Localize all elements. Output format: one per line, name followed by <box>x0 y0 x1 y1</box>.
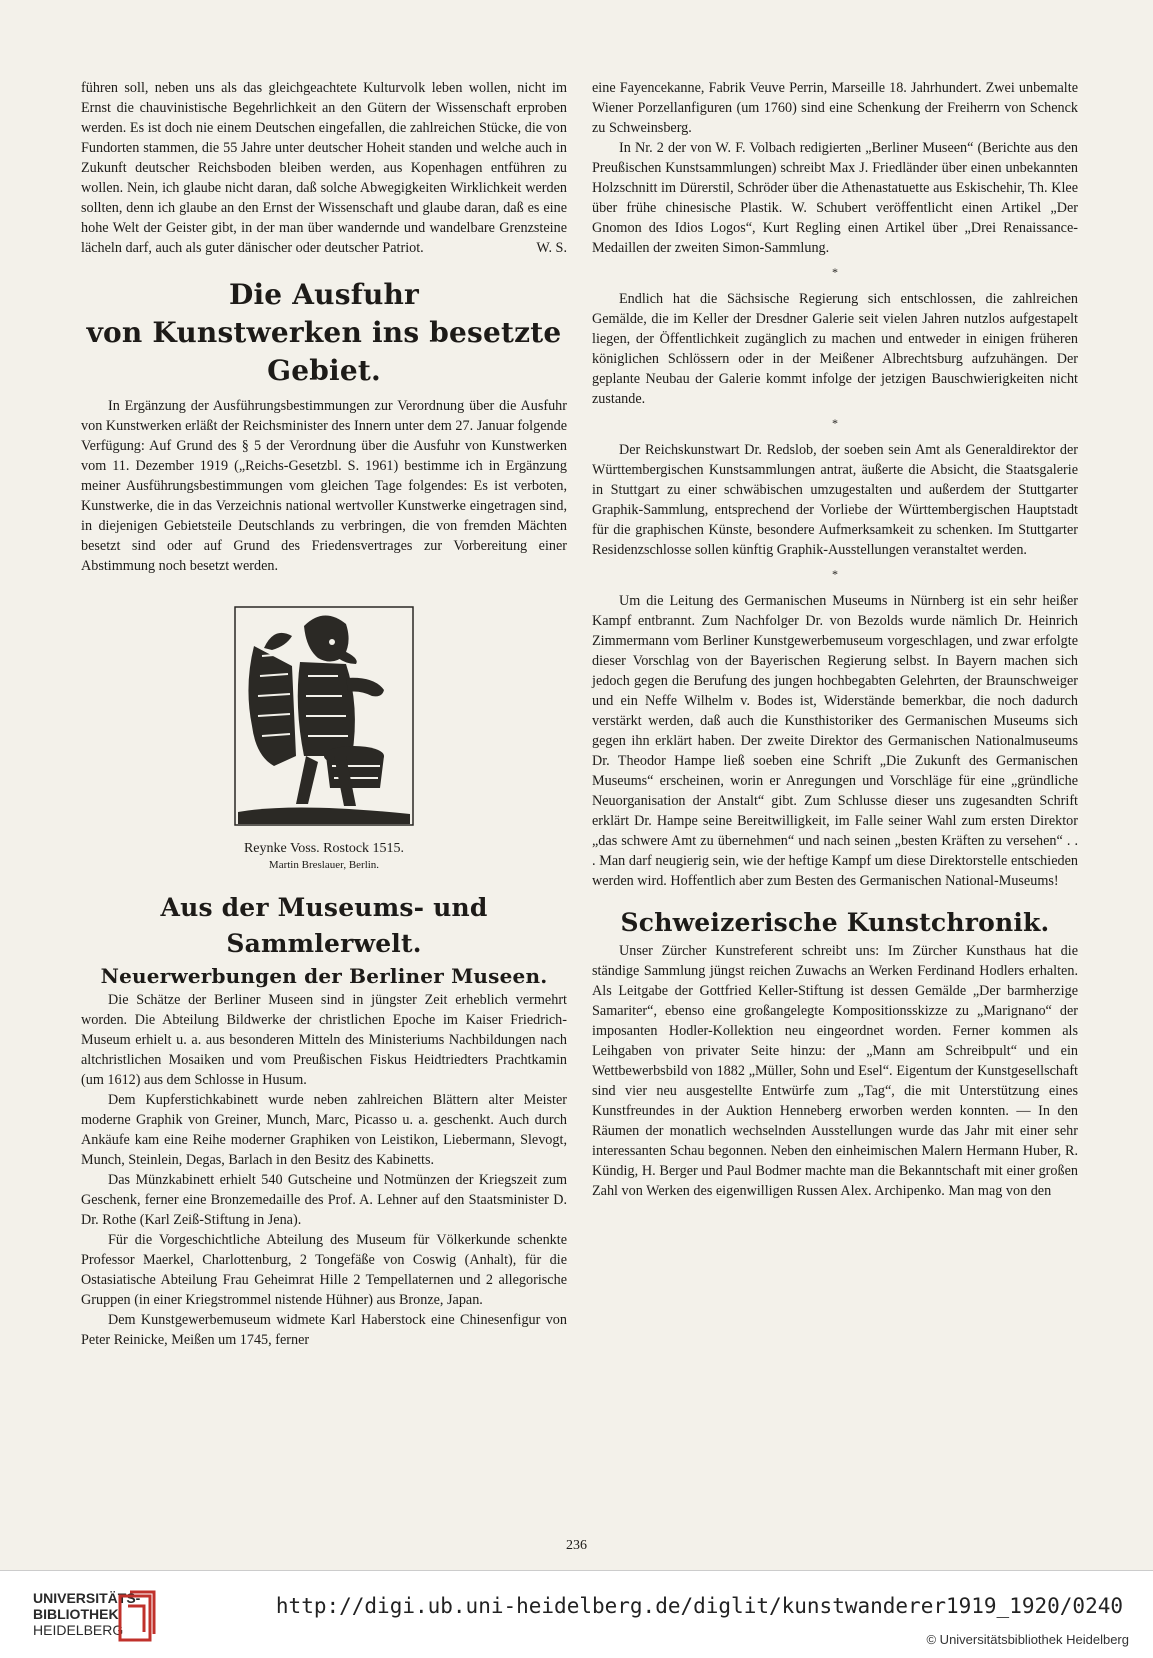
logo-line: UNIVERSITÄTS- <box>33 1590 141 1606</box>
woodcut-figure <box>81 606 567 872</box>
paragraph: Die Schätze der Berliner Museen sind in jüngster Zeit erheblich vermehrt worden. Die Abteilung Bildwerke der christlichen Epoche im Kaiser Friedrich-Museum erhielt u. a. aus besonderen Mitteln des Ministeriums Nachbildungen nach altchristlichen Mosaiken und vom Preußischen Fiskus Heidtriedters Prachtkamin (um 1612) aus dem Schlosse in Husum. <box>81 992 567 1088</box>
logo-line: HEIDELBERG <box>33 1622 124 1638</box>
section-heading: Aus der Museums- und Sammlerwelt. <box>160 893 488 958</box>
paragraph: Unser Zürcher Kunstreferent schreibt uns: Im Zürcher Kunsthaus hat die ständige Sammlung jüngst reichen Zuwachs an Werken Ferdinand Hodlers erhalten. Als Leitgabe der Gottfried Keller-Stiftung ist dessen Gemälde „Der barmherzige Samariter“, ebenso eine großangelegte Kompositionsskizze zu „Marignano“ der imposanten Hodler-Kollektion neu eingeordnet worden. Ferner kommen als Leihgaben von privater Seite hinzu: der „Mann am Schreibpult“ und ein Wettbewerbsbild von 1882 „Müller, Sohn und Esel“. Eigentum der Kunstgesellschaft sind vier neu ausgestellte Entwürfe zum „Tag“, die mit Unterstützung eines Kunstfreundes in der Auktion Henneberg erworben werden konnten. — In den Räumen der monatlich wechselnden Ausstellungen wurde das Jahr mit einer sehr interessanten Schau begonnen. Neben den einheimischen Malern Hermann Huber, R. Kündig, H. Berger und Paul Bodmer machte man die Bekanntschaft mit einer großen Zahl von Werken des eigenwilligen Russen Alex. Archipenko. Man mag von den <box>592 943 1078 1199</box>
paragraph: führen soll, neben uns als das gleichgeachtete Kulturvolk leben wollen, nicht im Ernst die chauvinistische Begehrlichkeit an den Gütern der Wissenschaft erproben werden. Es ist doch nie einem Deutschen eingefallen, die zahlreichen Stücke, die von Fundorten stammen, die 55 Jahre unter deutscher Hoheit standen und welche auch in Zukunft deutscher Reichsboden bleiben werden, aus Kopenhagen entführen zu wollen. Nein, ich glaube nicht daran, daß solche Abwegigkeiten Wirklichkeit werden sollten, denn ich glaube an den Ernst der Wissenschaft und glaube daran, daß es eine hohe Welt der Geister gibt, in der man über wandernde und wandelbare Grenzsteine lächeln darf, auch als guter dänischer oder deutscher Patriot. W. S. <box>81 80 567 256</box>
right-column <box>592 78 1078 1201</box>
paragraph: Das Münzkabinett erhielt 540 Gutscheine und Notmünzen der Kriegszeit zum Geschenk, ferner eine Bronzemedaille des Prof. A. Lehner auf den Staatsminister D. Dr. Rothe (Karl Zeiß-Stiftung in Jena). <box>81 1172 567 1228</box>
section-separator: * <box>832 265 838 279</box>
section-heading: Schweizerische Kunstchronik. <box>620 908 1050 937</box>
section-separator: * <box>832 567 838 581</box>
page-number: 236 <box>566 1538 587 1553</box>
woodcut-fox-illustration <box>234 606 414 826</box>
article-heading-line2: von Kunstwerken ins besetzte Gebiet. <box>86 316 562 387</box>
paragraph: In Ergänzung der Ausführungsbestimmungen zur Verordnung über die Ausfuhr von Kunstwerken erläßt der Reichsminister des Innern unter dem 27. Januar folgende Verfügung: Auf Grund des § 5 der Verordnung über die Ausfuhr von Kunstwerken vom 11. Dezember 1919 („Reichs-Gesetzbl. S. 1961) bestimme ich in Ergänzung meiner Ausführungsbestimmungen vom gleichen Tage folgendes: Es ist verboten, Kunstwerke, die in das Verzeichnis national wertvoller Kunstwerke eingetragen sind, in diejenigen Gebietsteile Deutschlands zu verbringen, die von fremden Mächten besetzt sind oder auf Grund des Friedensvertrages zur Vorbereitung einer Abstimmung noch besetzt werden. <box>81 398 567 574</box>
copyright-notice: © Universitätsbibliothek Heidelberg <box>926 1632 1129 1647</box>
article-heading: Die Ausfuhr <box>228 278 420 311</box>
section-separator: * <box>832 416 838 430</box>
figure-caption: Reynke Voss. Rostock 1515. <box>243 841 405 856</box>
library-logo-icon[interactable] <box>118 1588 158 1644</box>
figure-credit: Martin Breslauer, Berlin. <box>268 859 380 871</box>
paragraph: Dem Kupferstichkabinett wurde neben zahlreichen Blättern alter Meister moderne Graphik von Greiner, Munch, Marc, Picasso u. a. geschenkt. Auch durch Ankäufe kam eine Reihe moderner Graphiken von Leistikon, Liebermann, Slevogt, Munch, Steinlein, Degas, Barlach in den Besitz des Kabinetts. <box>81 1092 567 1168</box>
paragraph: eine Fayencekanne, Fabrik Veuve Perrin, Marseille 18. Jahrhundert. Zwei unbemalte Wiener Porzellanfiguren (um 1760) sind eine Schenkung der Freiherrn von Schenck zu Schweinsberg. <box>592 80 1078 136</box>
paragraph: Dem Kunstgewerbemuseum widmete Karl Haberstock eine Chinesenfigur von Peter Reinicke, Meißen um 1745, ferner <box>81 1312 567 1348</box>
subsection-heading: Neuerwerbungen der Berliner Museen. <box>100 964 548 988</box>
paragraph: Um die Leitung des Germanischen Museums in Nürnberg ist ein sehr heißer Kampf entbrannt. Zum Nachfolger Dr. von Bezolds wurde nämlich Dr. Heinrich Zimmermann vom Berliner Kunstgewerbemuseum vorgeschlagen, und zwar erfolgte dieser Vorschlag von der Bayerischen Regierung selbst. In Bayern machen sich jedoch gegen die Berufung des jungen hochbegabten Gelehrten, der Braunschweiger und ein Neffe Wilhelm v. Bodes ist, Widerstände bemerkbar, die noch dadurch verstärkt werden, daß auch die Kunsthistoriker des Germanischen Museums sich gegen ihn erklärt haben. Der zweite Direktor des Germanischen Nationalmuseums Dr. Theodor Hampe ließ soeben eine Schrift „Die Zukunft des Germanischen Museums“ erscheinen, worin er Anregungen und Vorschläge für eine „gründliche Neuorganisation der Anstalt“ gibt. Zum Schlusse dieser uns zugesandten Schrift erklärt Dr. Hampe seine Bereitwilligkeit, im Falle seiner Wahl zum ersten Direktor „das schwere Amt zu übernehmen“ und nach seinen „besten Kräften zu versehen“ . . . Man darf neugierig sein, wie der heftige Kampf um diese Direktorstelle entschieden werden wird. Hoffentlich aber zum Besten des Germanischen National-Museums! <box>592 593 1078 889</box>
logo-line: BIBLIOTHEK <box>33 1606 119 1622</box>
paragraph: Für die Vorgeschichtliche Abteilung des Museum für Völkerkunde schenkte Professor Maerkel, Charlottenburg, 2 Tongefäße von Coswig (Anhalt), für die Ostasiatische Abteilung Frau Geheimrat Hille 2 Tempellaternen und 2 allegorische Gruppen (in einer Kriegstrommel nistende Hühner) aus Bronze, Japan. <box>81 1232 567 1308</box>
paragraph: Endlich hat die Sächsische Regierung sich entschlossen, die zahlreichen Gemälde, die im Keller der Dresdner Galerie seit vielen Jahren nutzlos aufgestapelt liegen, der Öffentlichkeit zugänglich zu machen und entweder in einigen früheren königlichen Schlössern oder in der Meißener Albrechtsburg aufzuhängen. Der geplante Neubau der Galerie kommt infolge der jetzigen Bauschwierigkeiten nicht zustande. <box>592 291 1078 407</box>
author-initials: W. S. <box>536 240 567 256</box>
permalink-url[interactable]: http://digi.ub.uni-heidelberg.de/diglit/kunstwanderer1919_1920/0240 <box>275 1594 1123 1618</box>
paragraph: In Nr. 2 der von W. F. Volbach redigierten „Berliner Museen“ (Berichte aus den Preußischen Kunstsammlungen) schreibt Max J. Friedländer über einen unbekannten Holzschnitt im Dürerstil, Schröder über die Athenastatuette aus Eskischehir, Th. Klee über frühe chinesische Plastik. W. Schubert veröffentlicht einen Artikel „Der Gnomon des Idios Logos“, Kurt Regling einen Artikel über „Drei Renaissance-Medaillen der zweiten Simon-Sammlung. <box>592 140 1078 256</box>
left-column <box>81 78 567 1350</box>
paragraph: Der Reichskunstwart Dr. Redslob, der soeben sein Amt als Generaldirektor der Württembergischen Kunstsammlungen antrat, äußerte die Absicht, die Staatsgalerie in Stuttgart zu einer schwäbischen umzugestalten und außerdem der Stuttgarter Graphik-Sammlung, entsprechend der Vorliebe der Württembergischen Hauptstadt für die graphischen Künste, besondere Aufmerksamkeit zu schenken. Im Stuttgarter Residenzschlosse sollen künftig Graphik-Ausstellungen veranstaltet werden. <box>592 442 1078 558</box>
